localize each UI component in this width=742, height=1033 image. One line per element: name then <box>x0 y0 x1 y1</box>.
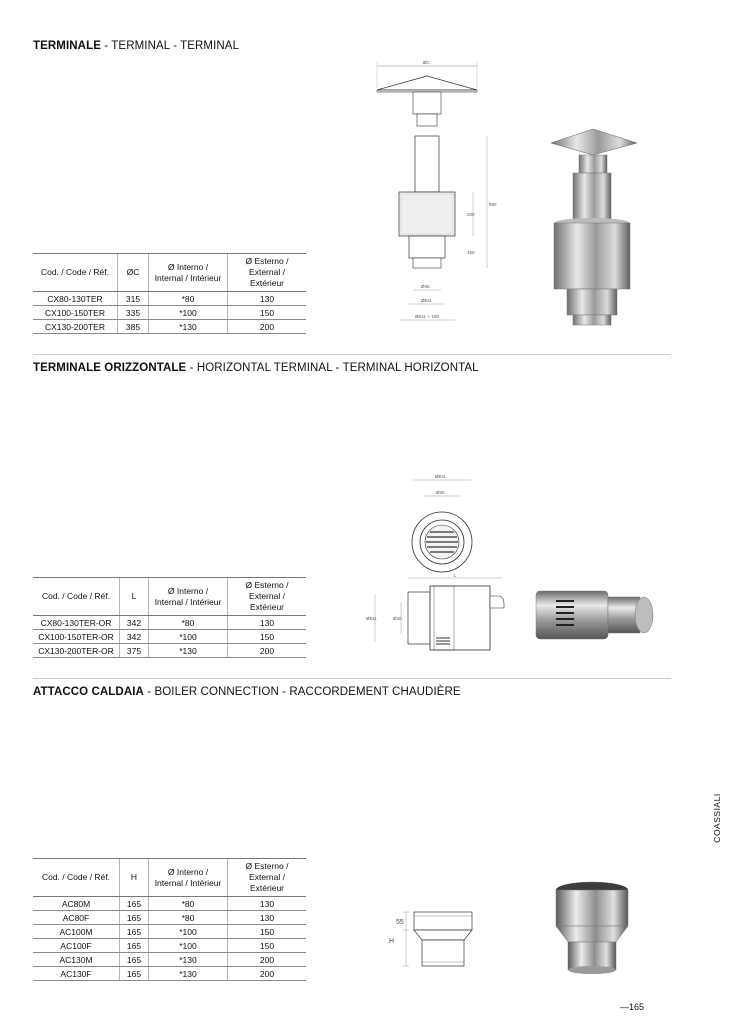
cell-external: 200 <box>228 967 307 981</box>
cell-dim: 165 <box>120 925 149 939</box>
section-title-rest: - TERMINAL - TERMINAL <box>100 40 240 52</box>
side-tab-category <box>710 792 724 844</box>
boiler-connection-product-photo <box>548 876 636 976</box>
cell-internal: *130 <box>149 320 228 334</box>
cell-external: 200 <box>228 953 307 967</box>
col-header-internal: Ø Interno / Internal / Intérieur <box>149 859 228 897</box>
cell-dim: 165 <box>120 911 149 925</box>
spec-table-terminale-orizzontale <box>33 577 306 658</box>
col-header-dim: H <box>120 859 149 897</box>
cell-code: AC80F <box>33 911 120 925</box>
cell-internal: *130 <box>149 953 228 967</box>
table-row <box>33 320 306 334</box>
section-title-bold: ATTACCO CALDAIA <box>33 686 144 698</box>
dim-label-int: ØInt. <box>436 490 446 495</box>
cell-external: 150 <box>228 939 307 953</box>
section-divider <box>33 354 671 355</box>
col-header-external: Ø Esterno / External / Extérieur <box>228 578 307 616</box>
cell-internal: *80 <box>149 292 228 306</box>
col-header-external: Ø Esterno / External / Extérieur <box>228 859 307 897</box>
cell-code: CX80-130TER <box>33 292 118 306</box>
cell-dim: 342 <box>120 630 149 644</box>
cell-code: AC130F <box>33 967 120 981</box>
table-row <box>33 306 306 320</box>
col-header-dim: L <box>120 578 149 616</box>
cell-internal: *80 <box>149 911 228 925</box>
cell-external: 130 <box>228 616 307 630</box>
page-number: —165 <box>620 1002 645 1012</box>
cell-external: 200 <box>228 320 307 334</box>
cell-code: AC100M <box>33 925 120 939</box>
cell-code: AC100F <box>33 939 120 953</box>
table-row <box>33 953 306 967</box>
cell-dim: 165 <box>120 939 149 953</box>
cell-internal: *100 <box>149 939 228 953</box>
cell-internal: *100 <box>149 630 228 644</box>
col-header-code: Cod. / Code / Réf. <box>33 859 120 897</box>
cell-code: CX100-150TER-OR <box>33 630 120 644</box>
dim-label-55: 55 <box>396 919 404 926</box>
cell-external: 200 <box>228 644 307 658</box>
cell-internal: *130 <box>149 967 228 981</box>
col-header-external: Ø Esterno / External / Extérieur <box>228 254 307 292</box>
col-header-dim: ØC <box>118 254 149 292</box>
boiler-connection-drawing <box>386 906 481 970</box>
horizontal-terminal-front-drawing <box>405 470 480 580</box>
table-row <box>33 616 306 630</box>
table-row <box>33 630 306 644</box>
table-row <box>33 897 306 911</box>
cell-code: CX130-200TER <box>33 320 118 334</box>
cell-dim: 165 <box>120 967 149 981</box>
horizontal-terminal-product-photo <box>528 583 663 645</box>
col-header-internal: Ø Interno / Internal / Intérieur <box>149 254 228 292</box>
cell-dim: 335 <box>118 306 149 320</box>
col-header-code: Cod. / Code / Réf. <box>33 578 120 616</box>
cell-internal: *80 <box>149 897 228 911</box>
col-header-internal: Ø Interno / Internal / Intérieur <box>149 578 228 616</box>
table-row <box>33 925 306 939</box>
dim-label-ext-side: ØExt. <box>366 616 378 621</box>
terminal-product-photo <box>545 125 645 330</box>
dim-label-200: 200 <box>467 212 475 217</box>
section-title-terminale <box>33 40 239 52</box>
section-title-attacco-caldaia <box>33 686 461 698</box>
section-title-bold: TERMINALE ORIZZONTALE <box>33 362 187 374</box>
horizontal-terminal-side-drawing <box>362 572 512 662</box>
cell-dim: 342 <box>120 616 149 630</box>
side-tab-label: COASSIALI <box>712 793 722 843</box>
col-header-code: Cod. / Code / Réf. <box>33 254 118 292</box>
cell-code: CX80-130TER-OR <box>33 616 120 630</box>
cell-external: 150 <box>228 925 307 939</box>
section-title-terminale-orizzontale <box>33 362 479 374</box>
spec-table-attacco-caldaia <box>33 858 306 981</box>
dim-label-580: 580 <box>489 202 497 207</box>
section-title-rest: - BOILER CONNECTION - RACCORDEMENT CHAUDIÈRE <box>143 686 461 698</box>
dim-label-int-side: ØInt. <box>393 616 403 621</box>
table-row <box>33 911 306 925</box>
cell-dim: 385 <box>118 320 149 334</box>
dim-label-150: 150 <box>467 250 475 255</box>
dim-label-int: ØInt. <box>421 284 431 289</box>
dim-label-ext: ØExt. <box>435 474 447 479</box>
terminal-technical-drawing <box>365 58 505 328</box>
table-row <box>33 967 306 981</box>
cell-code: CX130-200TER-OR <box>33 644 120 658</box>
table-row <box>33 644 306 658</box>
table-row <box>33 292 306 306</box>
dim-label-h: H <box>389 938 395 945</box>
cell-external: 130 <box>228 292 307 306</box>
cell-code: AC80M <box>33 897 120 911</box>
cell-code: CX100-150TER <box>33 306 118 320</box>
cell-dim: 165 <box>120 897 149 911</box>
cell-dim: 375 <box>120 644 149 658</box>
spec-table-terminale <box>33 253 306 334</box>
dim-label-l: L <box>454 573 457 578</box>
section-divider <box>33 678 671 679</box>
cell-internal: *130 <box>149 644 228 658</box>
dim-label-c: ØC <box>423 60 430 65</box>
cell-internal: *100 <box>149 306 228 320</box>
cell-external: 130 <box>228 897 307 911</box>
cell-internal: *80 <box>149 616 228 630</box>
cell-external: 130 <box>228 911 307 925</box>
cell-external: 150 <box>228 306 307 320</box>
section-title-rest: - HORIZONTAL TERMINAL - TERMINAL HORIZONTAL <box>186 362 479 374</box>
cell-internal: *100 <box>149 925 228 939</box>
cell-external: 150 <box>228 630 307 644</box>
cell-dim: 315 <box>118 292 149 306</box>
table-row <box>33 939 306 953</box>
dim-label-ext-100: ØExt. + 100 <box>415 314 439 319</box>
dim-label-ext: ØExt. <box>421 298 433 303</box>
section-title-bold: TERMINALE <box>33 40 101 52</box>
cell-dim: 165 <box>120 953 149 967</box>
cell-code: AC130M <box>33 953 120 967</box>
